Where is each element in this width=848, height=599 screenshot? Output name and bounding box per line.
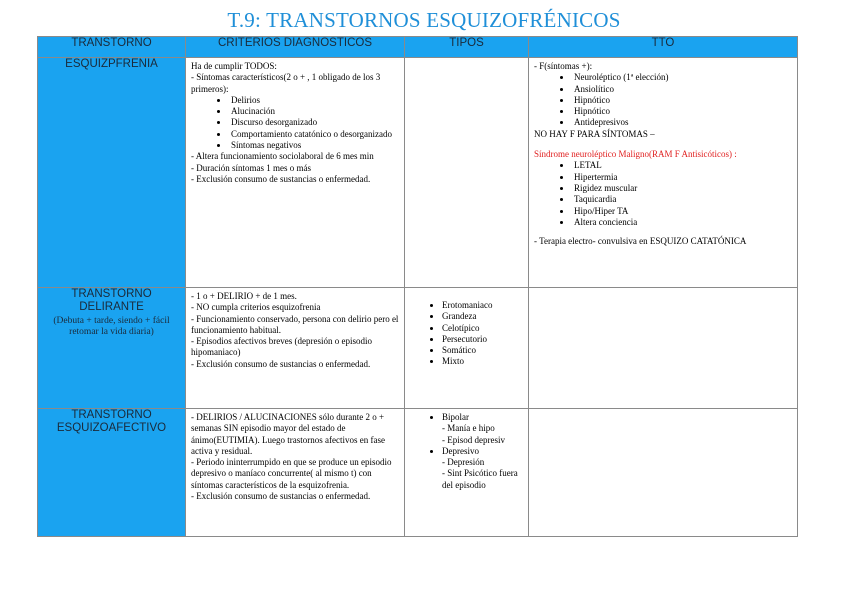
criterios-cell (186, 58, 405, 288)
tto-last: - Terapia electro- convulsiva en ESQUIZO CATATÓNICA (534, 236, 747, 247)
tto-cell (529, 288, 798, 409)
list-item: • Síntomas negativos (229, 140, 400, 151)
list-item: • LETAL (572, 160, 793, 171)
page-title: T.9: TRANSTORNOS ESQUIZOFRÉNICOS (227, 8, 621, 32)
header-tipos: TIPOS (405, 37, 529, 58)
tto-red-heading: Síndrome neuroléptico Maligno(RAM F Antisicóticos) : (534, 149, 737, 160)
criterios-line: - Síntomas característicos(2 o + , 1 obligado de los 3 primeros): (191, 72, 381, 94)
list-item: • Altera conciencia (572, 217, 793, 228)
criterios-line: - Exclusión consumo de sustancias o enfermedad. (191, 173, 371, 184)
row-name-note: (Debuta + tarde, siendo + fácil retomar la vida diaria) (53, 316, 170, 337)
row-name-delirante: TRANSTORNO DELIRANTE (Debuta + tarde, siendo + fácil retomar la vida diaria) (38, 288, 186, 409)
list-item: • Erotomaniaco (442, 300, 524, 311)
header-transtorno: TRANSTORNO (38, 37, 186, 58)
treatment-list (534, 72, 793, 128)
header-tto: TTO (529, 37, 798, 58)
list-item: • Hipnótico (572, 95, 793, 106)
list-item: • Hipnótico (572, 106, 793, 117)
header-criterios: CRITERIOS DIAGNOSTICOS (186, 37, 405, 58)
list-item: • Bipolar - Manía e hipo - Episod depresiv (442, 412, 524, 446)
tipos-list (410, 412, 524, 491)
tipos-list (410, 300, 524, 368)
list-item: • Persecutorio (442, 334, 524, 345)
tto-intro: - F(síntomas +): (534, 61, 593, 71)
list-item: • Hipertermia (572, 172, 793, 183)
list-item: • Hipo/Hiper TA (572, 206, 793, 217)
list-item: • Discurso desorganizado (229, 117, 400, 128)
tipos-cell (405, 58, 529, 288)
row-name-esquizoafectivo: TRANSTORNO ESQUIZOAFECTIVO (38, 409, 186, 537)
list-item: • Somático (442, 345, 524, 356)
criterios-line: - Altera funcionamiento sociolaboral de 6 mes min (191, 151, 374, 162)
table-row (38, 288, 798, 409)
tto-note: NO HAY F PARA SÍNTOMAS – (534, 128, 655, 139)
disorders-table (37, 36, 798, 537)
criterios-intro: Ha de cumplir TODOS: (191, 61, 277, 71)
list-item: • Comportamiento catatónico o desorganizado (229, 129, 400, 140)
tipos-cell (405, 409, 529, 537)
tto-cell (529, 409, 798, 537)
list-item: • Neuroléptico (1ª elección) (572, 72, 793, 83)
criterios-line: - Duración síntomas 1 mes o más (191, 162, 311, 173)
list-item: • Depresivo - Depresión - Sint Psicótico fuera del episodio (442, 446, 524, 491)
tipos-cell (405, 288, 529, 409)
row-name-esquizofrenia: ESQUIZPFRENIA (38, 58, 186, 288)
list-item: • Rigidez muscular (572, 183, 793, 194)
table-row (38, 58, 798, 288)
criterios-cell: - 1 o + DELIRIO + de 1 mes. - NO cumpla criterios esquizofrenia - Funcionamiento conservado, persona con delirio pero el funcionamiento habitual. - Episodios afectivos breves (depresión o episodio hipomaniaco) - Exclusión consumo de sustancias o enfermedad. (186, 288, 405, 409)
sindrome-list (534, 160, 793, 228)
list-item: • Delirios (229, 95, 400, 106)
table-row (38, 409, 798, 537)
list-item: • Celotípico (442, 323, 524, 334)
list-item: • Ansiolítico (572, 84, 793, 95)
list-item: • Mixto (442, 356, 524, 367)
list-item: • Antidepresivos (572, 117, 793, 128)
header-row (38, 37, 798, 58)
tto-cell (529, 58, 798, 288)
criterios-cell: - DELIRIOS / ALUCINACIONES sólo durante 2 o + semanas SIN episodio mayor del estado de ánimo(EUTIMIA). Luego trastornos afectivos en fase activa y residual. - Periodo ininterrumpido en que se produce un episodio depresivo o maníaco concurrente( al mismo t) con síntomas característicos de la esquizofrenia. - Exclusión consumo de sustancias o enfermedad. (186, 409, 405, 537)
symptom-list (191, 95, 400, 151)
list-item: • Taquicardia (572, 194, 793, 205)
list-item: • Alucinación (229, 106, 400, 117)
list-item: • Grandeza (442, 311, 524, 322)
